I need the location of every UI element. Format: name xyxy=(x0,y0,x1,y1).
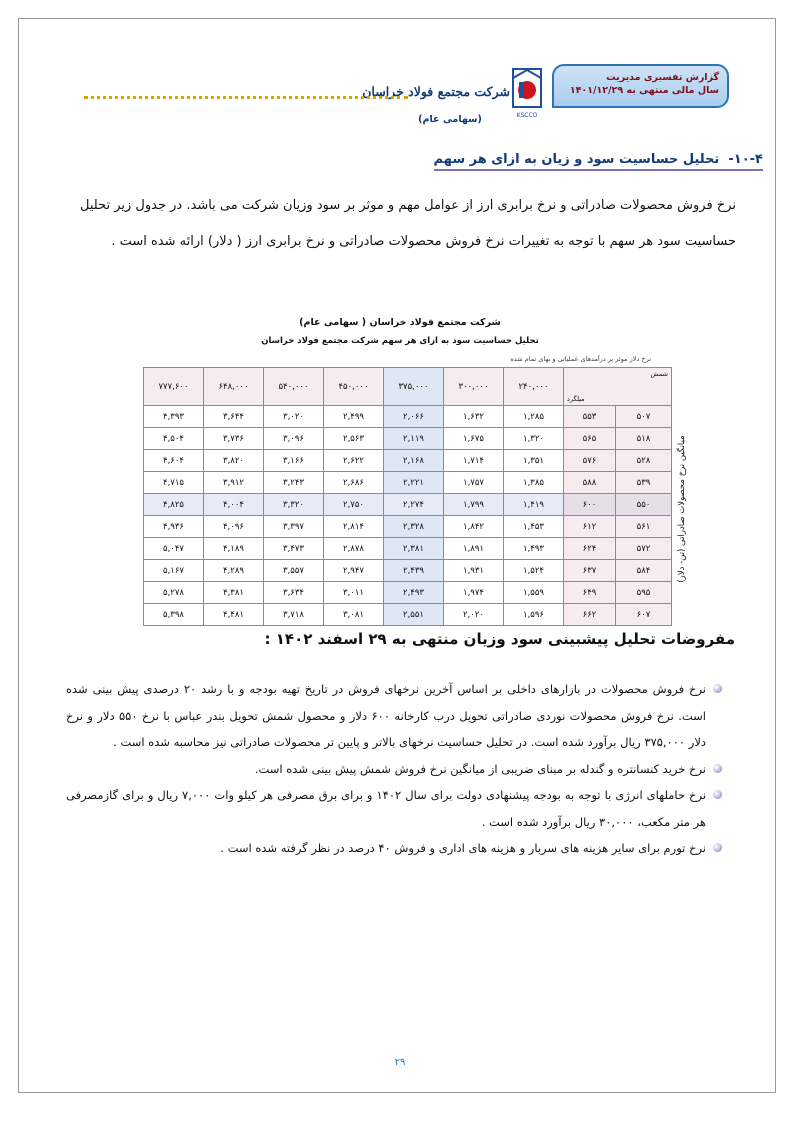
side-axis-text: میانگین نرخ محصولات صادراتی (تن- دلار) xyxy=(677,435,687,583)
eps-value-cell: ۳,۹۱۲ xyxy=(204,472,264,494)
milgerd-price-cell: ۵۸۸ xyxy=(564,472,616,494)
eps-value-cell: ۴,۲۸۹ xyxy=(204,560,264,582)
company-name: شرکت مجتمع فولاد خراسان xyxy=(362,84,510,99)
eps-value-cell: ۳,۰۱۱ xyxy=(324,582,384,604)
eps-value-cell: ۲,۵۶۳ xyxy=(324,428,384,450)
eps-value-cell: ۳,۷۳۶ xyxy=(204,428,264,450)
eps-value-cell: ۳,۳۹۷ xyxy=(264,516,324,538)
eps-value-cell: ۲,۰۶۶ xyxy=(384,406,444,428)
eps-value-cell: ۱,۳۵۱ xyxy=(504,450,564,472)
eps-value-cell: ۲,۸۷۸ xyxy=(324,538,384,560)
eps-value-cell: ۲,۸۱۴ xyxy=(324,516,384,538)
table-row xyxy=(144,494,672,516)
eps-value-cell: ۱,۷۵۷ xyxy=(444,472,504,494)
assumptions-list xyxy=(66,676,706,862)
milgerd-price-cell: ۶۶۲ xyxy=(564,604,616,626)
eps-value-cell: ۲,۶۲۲ xyxy=(324,450,384,472)
shamsh-price-cell: ۵۳۹ xyxy=(616,472,672,494)
eps-value-cell: ۴,۰۰۴ xyxy=(204,494,264,516)
eps-value-cell: ۱,۳۸۵ xyxy=(504,472,564,494)
table-row xyxy=(144,582,672,604)
eps-value-cell: ۱,۴۵۳ xyxy=(504,516,564,538)
table-row xyxy=(144,450,672,472)
column-header-dollar-rate: ۵۴۰,۰۰۰ xyxy=(264,368,324,406)
report-period: سال مالی منتهی به ۱۴۰۱/۱۲/۲۹ xyxy=(569,85,719,96)
column-header-dollar-rate: ۴۵۰,۰۰۰ xyxy=(324,368,384,406)
table-row xyxy=(144,560,672,582)
eps-value-cell: ۳,۰۲۰ xyxy=(264,406,324,428)
column-header-dollar-rate: ۷۷۷,۶۰۰ xyxy=(144,368,204,406)
eps-value-cell: ۱,۷۱۴ xyxy=(444,450,504,472)
eps-value-cell: ۲,۳۲۸ xyxy=(384,516,444,538)
table-row xyxy=(144,604,672,626)
eps-value-cell: ۳,۵۵۷ xyxy=(264,560,324,582)
eps-value-cell: ۴,۹۳۶ xyxy=(144,516,204,538)
column-header-dollar-rate: ۶۴۸,۰۰۰ xyxy=(204,368,264,406)
eps-value-cell: ۳,۲۴۳ xyxy=(264,472,324,494)
table-row xyxy=(144,406,672,428)
shamsh-price-cell: ۵۰۷ xyxy=(616,406,672,428)
eps-value-cell: ۲,۰۲۰ xyxy=(444,604,504,626)
assumption-text: نرخ تورم برای سایر هزینه های سربار و هزینه های اداری و فروش ۴۰ درصد در نظر گرفته شده است . xyxy=(220,841,706,855)
milgerd-price-cell: ۶۴۹ xyxy=(564,582,616,604)
table-subtitle: تحلیل حساسیت سود به ازای هر سهم شرکت مجتمع فولاد خراسان xyxy=(261,336,539,346)
intro-paragraph: نرخ فروش محصولات صادراتی و نرخ برابری ارز از عوامل مهم و موثر بر سود وزیان شرکت می باشد. در جدول زیر تحلیل حساسیت سود هر سهم با توجه به تغییرات نرخ فروش محصولات صادراتی و نرخ برابری ارز ( دلار) ارائه شده است . xyxy=(80,198,736,249)
shamsh-price-cell: ۵۹۵ xyxy=(616,582,672,604)
eps-value-cell: ۳,۶۴۴ xyxy=(204,406,264,428)
eps-value-cell: ۴,۸۲۵ xyxy=(144,494,204,516)
eps-value-cell: ۱,۸۴۲ xyxy=(444,516,504,538)
milgerd-price-cell: ۵۵۳ xyxy=(564,406,616,428)
logo-text: KSCCO xyxy=(516,112,538,119)
table-note: نرخ دلار موثر بر درآمدهای عملیاتی و بهای تمام شده xyxy=(510,355,651,363)
eps-value-cell: ۳,۴۷۳ xyxy=(264,538,324,560)
table-row xyxy=(144,516,672,538)
eps-value-cell: ۲,۲۷۴ xyxy=(384,494,444,516)
section-heading xyxy=(434,152,763,167)
eps-value-cell: ۱,۲۸۵ xyxy=(504,406,564,428)
milgerd-price-cell: ۵۷۶ xyxy=(564,450,616,472)
eps-value-cell: ۲,۱۶۸ xyxy=(384,450,444,472)
eps-value-cell: ۲,۵۵۱ xyxy=(384,604,444,626)
eps-value-cell: ۱,۳۲۰ xyxy=(504,428,564,450)
eps-value-cell: ۲,۴۳۹ xyxy=(384,560,444,582)
label-milgerd: میلگرد xyxy=(567,395,585,403)
milgerd-price-cell: ۶۲۴ xyxy=(564,538,616,560)
table-row xyxy=(144,538,672,560)
eps-value-cell: ۲,۱۱۹ xyxy=(384,428,444,450)
company-subtitle: (سهامی عام) xyxy=(418,114,482,125)
section-number: ۱۰-۴- xyxy=(728,152,763,167)
report-title: گزارش تفسیری مدیریت xyxy=(606,72,719,83)
eps-value-cell: ۲,۶۸۶ xyxy=(324,472,384,494)
eps-value-cell: ۱,۴۹۳ xyxy=(504,538,564,560)
table-header-row xyxy=(144,368,672,406)
page-number: ۲۹ xyxy=(394,1057,406,1068)
bullet-icon xyxy=(713,843,722,852)
eps-value-cell: ۱,۹۷۴ xyxy=(444,582,504,604)
eps-value-cell: ۲,۳۸۱ xyxy=(384,538,444,560)
assumption-item xyxy=(66,676,706,756)
shamsh-price-cell: ۵۷۲ xyxy=(616,538,672,560)
eps-value-cell: ۱,۴۱۹ xyxy=(504,494,564,516)
assumption-item xyxy=(66,835,706,862)
shamsh-price-cell: ۵۵۰ xyxy=(616,494,672,516)
eps-value-cell: ۱,۵۹۶ xyxy=(504,604,564,626)
eps-value-cell: ۵,۰۴۷ xyxy=(144,538,204,560)
company-logo xyxy=(512,68,542,120)
eps-value-cell: ۲,۷۵۰ xyxy=(324,494,384,516)
side-axis-label xyxy=(670,414,694,604)
eps-value-cell: ۱,۷۹۹ xyxy=(444,494,504,516)
eps-value-cell: ۴,۷۱۵ xyxy=(144,472,204,494)
eps-value-cell: ۳,۳۲۰ xyxy=(264,494,324,516)
eps-value-cell: ۵,۳۹۸ xyxy=(144,604,204,626)
shamsh-price-cell: ۶۰۷ xyxy=(616,604,672,626)
shamsh-price-cell: ۵۱۸ xyxy=(616,428,672,450)
section-title: تحلیل حساسیت سود و زیان به ازای هر سهم xyxy=(433,152,720,167)
milgerd-price-cell: ۶۰۰ xyxy=(564,494,616,516)
eps-value-cell: ۴,۳۹۳ xyxy=(144,406,204,428)
eps-value-cell: ۳,۷۱۸ xyxy=(264,604,324,626)
milgerd-price-cell: ۵۶۵ xyxy=(564,428,616,450)
milgerd-price-cell: ۶۱۲ xyxy=(564,516,616,538)
eps-value-cell: ۱,۶۳۲ xyxy=(444,406,504,428)
bullet-icon xyxy=(713,684,722,693)
eps-value-cell: ۱,۵۵۹ xyxy=(504,582,564,604)
eps-value-cell: ۴,۱۸۹ xyxy=(204,538,264,560)
eps-value-cell: ۴,۳۸۱ xyxy=(204,582,264,604)
eps-value-cell: ۳,۰۸۱ xyxy=(324,604,384,626)
shamsh-price-cell: ۵۲۸ xyxy=(616,450,672,472)
eps-value-cell: ۴,۵۰۴ xyxy=(144,428,204,450)
eps-value-cell: ۴,۴۸۱ xyxy=(204,604,264,626)
eps-value-cell: ۳,۸۲۰ xyxy=(204,450,264,472)
table-row xyxy=(144,472,672,494)
table-row xyxy=(144,428,672,450)
column-header-dollar-rate: ۳۷۵,۰۰۰ xyxy=(384,368,444,406)
bullet-icon xyxy=(713,764,722,773)
report-header-box xyxy=(552,64,729,108)
eps-value-cell: ۲,۲۲۱ xyxy=(384,472,444,494)
sensitivity-table xyxy=(143,367,672,626)
label-shamsh: شمش xyxy=(650,370,668,378)
eps-value-cell: ۴,۰۹۶ xyxy=(204,516,264,538)
assumptions-title: مفروضات تحلیل پیشبینی سود وزیان منتهی به ۲۹ اسفند ۱۴۰۲ : xyxy=(264,630,735,648)
eps-value-cell: ۳,۱۶۶ xyxy=(264,450,324,472)
assumption-text: نرخ حاملهای انرژی با توجه به بودجه پیشنهادی دولت برای سال ۱۴۰۲ و برای برق مصرفی هر کیلو وات ۷,۰۰۰ ریال و برای گازمصرفی هر متر مکعب، ۳۰,۰۰۰ ریال برآورد شده است . xyxy=(66,788,707,829)
assumption-item xyxy=(66,756,706,783)
shamsh-price-cell: ۵۸۴ xyxy=(616,560,672,582)
eps-value-cell: ۵,۲۷۸ xyxy=(144,582,204,604)
assumption-item xyxy=(66,782,706,835)
shamsh-price-cell: ۵۶۱ xyxy=(616,516,672,538)
table-title: شرکت مجتمع فولاد خراسان ( سهامی عام) xyxy=(299,317,501,328)
header-dotted-line xyxy=(84,96,408,99)
eps-value-cell: ۱,۸۹۱ xyxy=(444,538,504,560)
eps-value-cell: ۱,۵۲۴ xyxy=(504,560,564,582)
assumption-text: نرخ فروش محصولات در بازارهای داخلی بر اساس آخرین نرخهای فروش در تاریخ تهیه بودجه و با رشد ۲۰ درصدی پیش بینی شده است. نرخ فروش محصولات نوردی صادراتی تحویل درب کارخانه ۶۰۰ دلار و محصول شمش تحویل بندر عباس با نرخ ۵۵۰ دلار و نرخ دلار ۳۷۵,۰۰۰ ریال برآورد شده است. در تحلیل حساسیت نرخهای بالاتر و پایین تر محصولات صادراتی نیز محاسبه شده است . xyxy=(66,682,706,749)
eps-value-cell: ۲,۴۹۳ xyxy=(384,582,444,604)
bullet-icon xyxy=(713,790,722,799)
corner-label-cell xyxy=(564,368,672,406)
eps-value-cell: ۳,۶۳۴ xyxy=(264,582,324,604)
eps-value-cell: ۴,۶۰۴ xyxy=(144,450,204,472)
eps-value-cell: ۱,۶۷۵ xyxy=(444,428,504,450)
eps-value-cell: ۲,۹۴۷ xyxy=(324,560,384,582)
column-header-dollar-rate: ۳۰۰,۰۰۰ xyxy=(444,368,504,406)
column-header-dollar-rate: ۲۴۰,۰۰۰ xyxy=(504,368,564,406)
eps-value-cell: ۱,۹۳۱ xyxy=(444,560,504,582)
eps-value-cell: ۵,۱۶۷ xyxy=(144,560,204,582)
assumption-text: نرخ خرید کنسانتره و گندله بر مبنای ضریبی از میانگین نرخ فروش شمش پیش بینی شده است. xyxy=(254,761,706,776)
eps-value-cell: ۳,۰۹۶ xyxy=(264,428,324,450)
eps-value-cell: ۲,۴۹۹ xyxy=(324,406,384,428)
milgerd-price-cell: ۶۳۷ xyxy=(564,560,616,582)
